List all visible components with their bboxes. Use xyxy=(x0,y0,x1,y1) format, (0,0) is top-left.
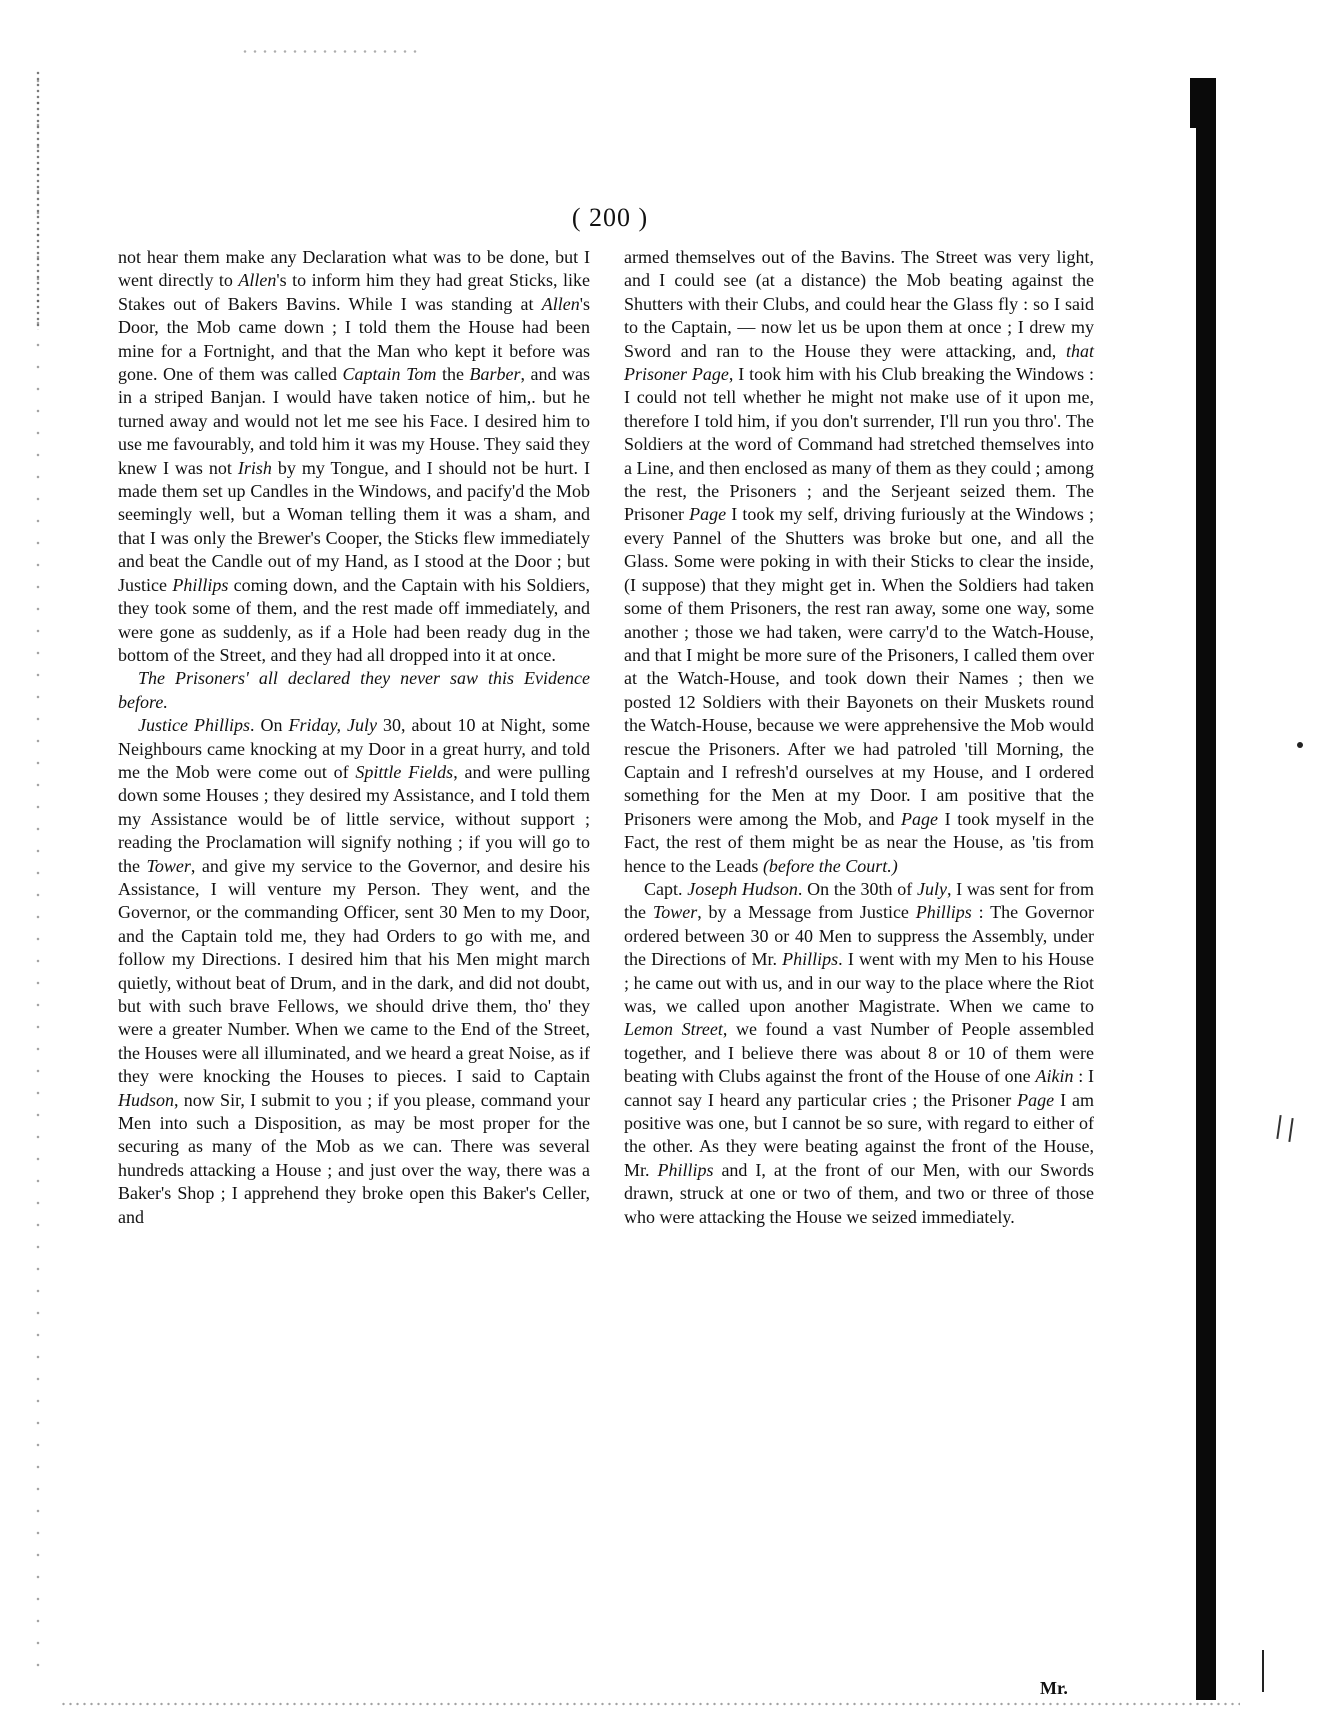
text-run: not hear them make any Declaration what was to be done, but I went directly to xyxy=(118,247,590,291)
italic-text: Barber xyxy=(469,364,521,385)
italic-text: Friday, July xyxy=(288,715,377,736)
right-column xyxy=(624,246,1094,1229)
italic-text: Spittle Fields xyxy=(355,761,454,782)
italic-text: Captain Tom xyxy=(342,364,437,385)
italic-text: that Prisoner Page xyxy=(624,340,1094,385)
text-run: armed themselves out of the Bavins. The Street was very light, and I could see (at a distance) the Mob beating against the Shutters with their Clubs, and could hear the Glass fly : so I said to the Captain, — now let us be upon them at once ; I drew my Sword and ran to the House they were attacking, and, xyxy=(624,247,1094,361)
text-run: 30, about 10 at Night, some Neighbours came knocking at my Door in a great hurry, and told me the Mob were come out of xyxy=(118,715,590,782)
text-run: , I was sent for from the xyxy=(624,878,1094,923)
italic-text: Phillips xyxy=(915,902,972,923)
scan-mark xyxy=(1262,1650,1264,1692)
scan-dot xyxy=(1297,742,1303,748)
paragraph xyxy=(118,246,590,667)
text-run: , by a Message from Justice xyxy=(697,902,916,923)
italic-text: Lemon Street xyxy=(624,1019,723,1040)
text-run: 's Door, the Mob came down ; I told them the House had been mine for a Fortnight, and that the Man who kept it before was gone. One of them was called xyxy=(118,293,590,385)
scan-artifact-left xyxy=(36,70,40,1670)
italic-text: Page xyxy=(901,808,939,829)
italic-text: (before the Court.) xyxy=(762,855,898,876)
text-run: coming down, and the Captain with his Soldiers, they took some of them, and the rest made off immediately, and were gone as suddenly, as if a Hole had been ready dug in the bottom of the Street, and they had all dropped into it at once. xyxy=(118,574,590,665)
text-run: I took myself in the Fact, the rest of them might be as near the House, as 'tis from hence to the Leads xyxy=(624,808,1094,876)
text-run: , and give my service to the Governor, and desire his Assistance, I will venture my Person. They went, and the Governor, or the commanding Officer, sent 30 Men to my Door, and the Captain told me, they had Orders to go with me, and follow my Directions. I desired him that his Men might march quietly, without beat of Drum, and in the dark, and did not doubt, but with such brave Fellows, we should drive them, tho' they were a greater Number. When we came to the End of the Street, the Houses were all illuminated, and we heard a great Noise, as if they were knocking the Houses to pieces. I said to Captain xyxy=(118,855,590,1087)
italic-text: Hudson xyxy=(118,1089,175,1110)
scan-binding-shadow xyxy=(1196,78,1216,1700)
italic-text: Tower xyxy=(146,855,191,876)
left-column xyxy=(118,246,590,1229)
text-run: I am positive was one, but I cannot be so sure, with regard to either of the other. As they were beating against the front of the House, Mr. xyxy=(624,1089,1095,1180)
italic-text: Joseph Hudson xyxy=(687,878,798,899)
text-run: : I cannot say I heard any particular cries ; the Prisoner xyxy=(624,1066,1094,1110)
italic-text: Allen xyxy=(541,293,580,314)
paragraph xyxy=(118,667,590,714)
italic-text: July xyxy=(916,878,947,899)
italic-text: Aikin xyxy=(1035,1066,1074,1087)
text-run: I took my self, driving furiously at the Windows ; every Pannel of the Shutters was broke but one, and all the Glass. Some were poking in with their Sticks to clear the inside, (I suppose) that they might get in. When the Soldiers had taken some of them Prisoners, the rest ran away, some one way, some another ; those we had taken, were carry'd to the Watch-House, and that I might be more sure of the Prisoners, I called them over at the Watch-House, and took down their Names ; then we posted 12 Soldiers with their Bayonets on their Muskets round the Watch-House, because we were apprehensive the Mob would rescue the Prisoners. After we had patroled 'till Morning, the Captain and I refresh'd ourselves at my House, and I ordered something for the Men at my Door. I am positive that the Prisoners were among the Mob, and xyxy=(624,504,1094,829)
text-run: , and was in a striped Banjan. I would have taken notice of him,. but he turned away and would not let me see his Face. I desired him to use me favourably, and told him it was my House. They said they knew I was not xyxy=(118,364,590,478)
italic-text: Phillips xyxy=(782,949,839,970)
text-run: . On xyxy=(249,715,289,736)
italic-text: Justice Phillips xyxy=(138,715,250,736)
text-run: , now Sir, I submit to you ; if you please, command your Men into such a Disposition, as may be most proper for the securing as many of the Mob as we can. There was several hundreds attacking a House ; and just over the way, there was a Baker's Shop ; I apprehend they broke open this Baker's Celler, and xyxy=(118,1089,590,1227)
scan-binding-shadow-top xyxy=(1190,78,1198,128)
text-run: , we found a vast Number of People assembled together, and I believe there was about 8 or 10 of them were beating with Clubs against the front of the House of one xyxy=(624,1019,1094,1087)
scan-artifact-top xyxy=(240,50,420,53)
italic-text: Irish xyxy=(237,457,272,478)
italic-text: Page xyxy=(689,504,727,525)
italic-text: Allen xyxy=(238,270,277,291)
paragraph xyxy=(624,246,1094,878)
scan-mark xyxy=(1288,1118,1293,1142)
scan-artifact-bottom xyxy=(60,1702,1240,1706)
text-run: : The Governor ordered between 30 or 40 Men to suppress the Assembly, under the Directions of Mr. xyxy=(624,902,1094,970)
italic-text: The Prisoners' all declared they never saw this Evidence before. xyxy=(118,668,590,712)
text-run: . On the 30th of xyxy=(797,878,917,899)
catchword: Mr. xyxy=(1040,1678,1068,1698)
text-run: Capt. xyxy=(644,878,688,899)
text-run: , I took him with his Club breaking the Windows : I could not tell whether he might not make use of it upon me, therefore I told him, if you don't surrender, I'll run you thro'. The Soldiers at the word of Command had stretched themselves into a Line, and then enclosed as many of them as they could ; among the rest, the Prisoners ; and the Serjeant seized them. The Prisoner xyxy=(624,364,1094,525)
paragraph xyxy=(118,714,590,1229)
text-run: , and were pulling down some Houses ; they desired my Assistance, and I told them my Assistance would be of little service, without support ; reading the Proclamation will signify nothing ; if you will go to the xyxy=(118,761,591,876)
italic-text: Page xyxy=(1017,1089,1055,1110)
text-run: the xyxy=(436,364,470,385)
italic-text: Phillips xyxy=(657,1159,714,1180)
text-run: and I, at the front of our Men, with our Swords drawn, struck at one or two of them, and two or three of those who were attacking the House we seized immediately. xyxy=(624,1159,1094,1227)
italic-text: Phillips xyxy=(172,574,229,595)
paragraph xyxy=(624,878,1094,1229)
scan-mark xyxy=(1276,1115,1281,1139)
text-run: 's to inform him they had great Sticks, like Stakes out of Bakers Bavins. While I was standing at xyxy=(118,270,590,314)
text-run: . I went with my Men to his House ; he came out with us, and in our way to the place where the Riot was, we called upon another Magistrate. When we came to xyxy=(624,949,1094,1016)
page-number: ( 200 ) xyxy=(571,203,649,232)
italic-text: Tower xyxy=(652,902,698,923)
text-run: by my Tongue, and I should not be hurt. I made them set up Candles in the Windows, and pacify'd the Mob seemingly well, but a Woman telling them it was a sham, and that I was only the Brewer's Cooper, the Sticks flew immediately and beat the Candle out of my Hand, as I stood at the Door ; but Justice xyxy=(118,457,590,595)
